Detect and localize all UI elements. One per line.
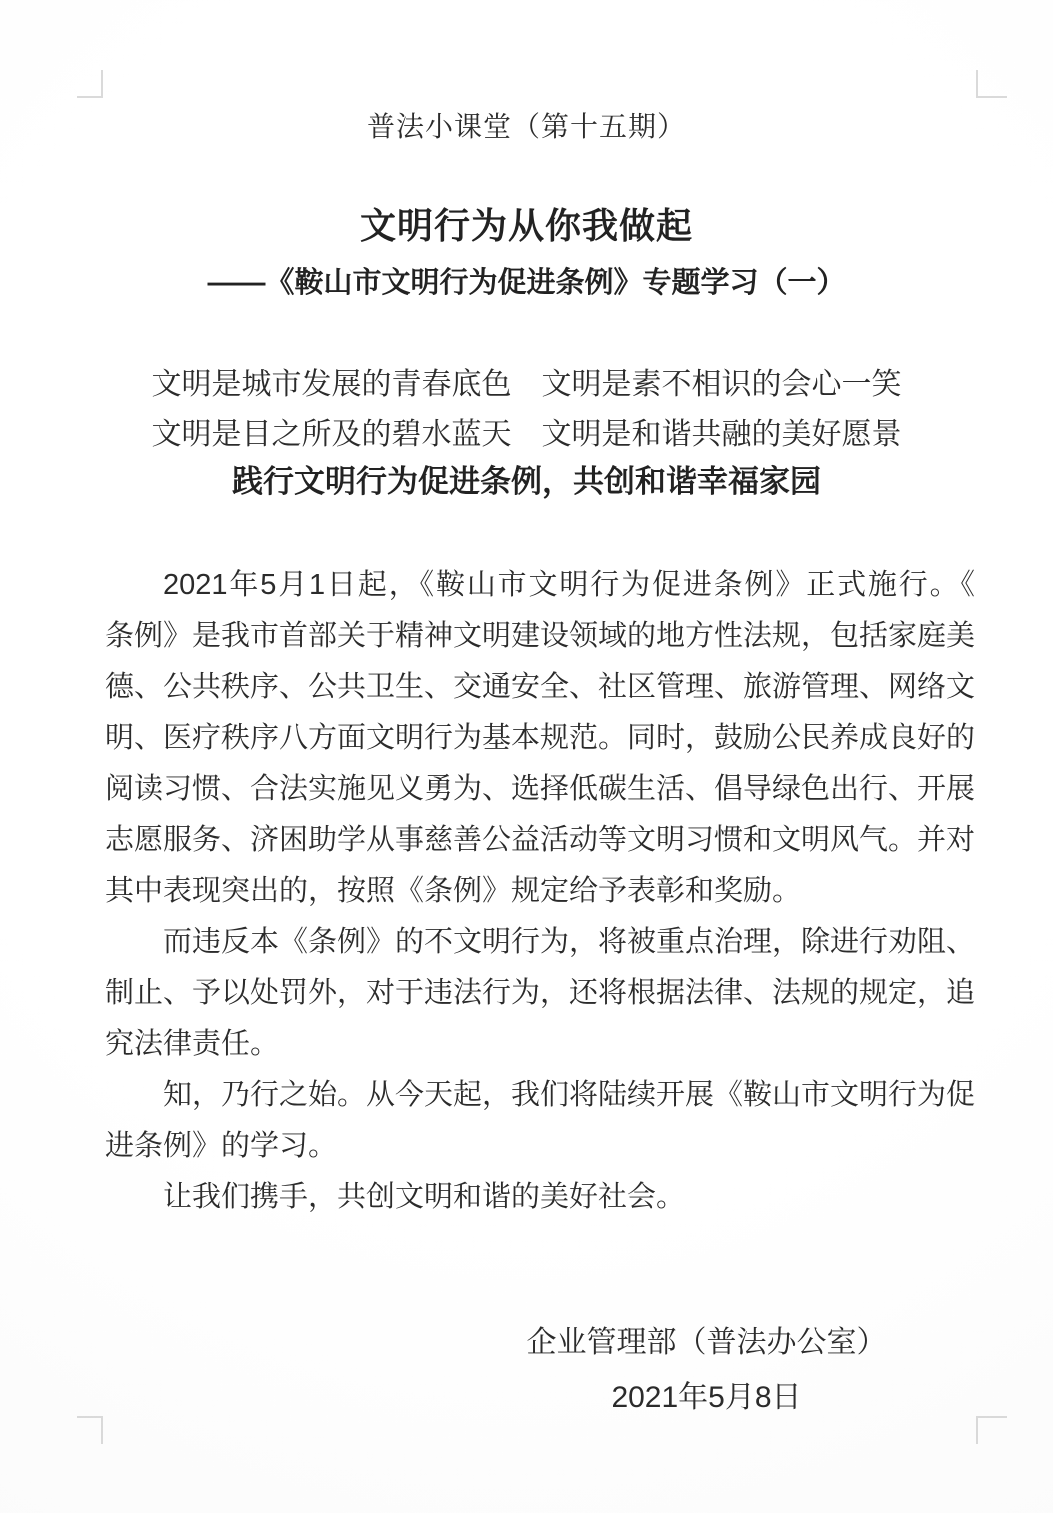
slogan-emphasis: 践行文明行为促进条例，共创和谐幸福家园 — [232, 464, 821, 499]
scan-corner-top-left-icon — [77, 70, 103, 98]
scan-corner-top-right-icon — [976, 70, 1007, 98]
scan-corner-bottom-left-icon — [77, 1416, 103, 1444]
body-paragraph-1 — [105, 560, 975, 917]
signature: 企业管理部（普法办公室） — [526, 1326, 887, 1359]
paragraph-line: 志愿服务、济困助学从事慈善公益活动等文明习惯和文明风气。并对 — [105, 824, 976, 856]
paragraph-line: 知，乃行之始。从今天起，我们将陆续开展《鞍山市文明行为促 — [163, 1079, 976, 1111]
paragraph-line: 让我们携手，共创文明和谐的美好社会。 — [163, 1181, 686, 1213]
body-paragraph-3 — [105, 1070, 975, 1172]
document-subtitle: ——《鞍山市文明行为促进条例》专题学习（一） — [207, 267, 846, 299]
paragraph-line: 究法律责任。 — [105, 1028, 280, 1060]
slogan-line-1: 文明是城市发展的青春底色 文明是素不相识的会心一笑 — [151, 368, 902, 401]
scan-corner-bottom-right-icon — [976, 1416, 1007, 1444]
paragraph-line: 其中表现突出的，按照《条例》规定给予表彰和奖励。 — [105, 875, 802, 907]
paragraph-line: 2021年5月1日起，《鞍山市文明行为促进条例》正式施行。《 — [163, 569, 975, 601]
paragraph-line: 德、公共秩序、公共卫生、交通安全、社区管理、旅游管理、网络文 — [105, 671, 976, 703]
body-paragraph-2 — [105, 917, 975, 1070]
paragraph-line: 条例》是我市首部关于精神文明建设领域的地方性法规，包括家庭美 — [105, 620, 976, 652]
paragraph-line: 明、医疗秩序八方面文明行为基本规范。同时，鼓励公民养成良好的 — [105, 722, 976, 754]
document-body — [105, 560, 975, 1223]
paragraph-line: 制止、予以处罚外，对于违法行为，还将根据法律、法规的规定，追 — [105, 977, 976, 1009]
document-title: 文明行为从你我做起 — [359, 205, 693, 246]
slogan-line-2: 文明是目之所及的碧水蓝天 文明是和谐共融的美好愿景 — [151, 418, 902, 451]
slogan-block — [0, 360, 1053, 460]
paragraph-line: 阅读习惯、合法实施见义勇为、选择低碳生活、倡导绿色出行、开展 — [105, 773, 976, 805]
paragraph-line: 而违反本《条例》的不文明行为，将被重点治理，除进行劝阻、 — [163, 926, 976, 958]
paragraph-line: 进条例》的学习。 — [105, 1130, 338, 1162]
signature-date: 2021年5月8日 — [611, 1381, 802, 1414]
issue-header: 普法小课堂（第十五期） — [366, 111, 686, 142]
document-footer — [180, 1325, 1053, 1416]
body-paragraph-4 — [105, 1172, 975, 1223]
